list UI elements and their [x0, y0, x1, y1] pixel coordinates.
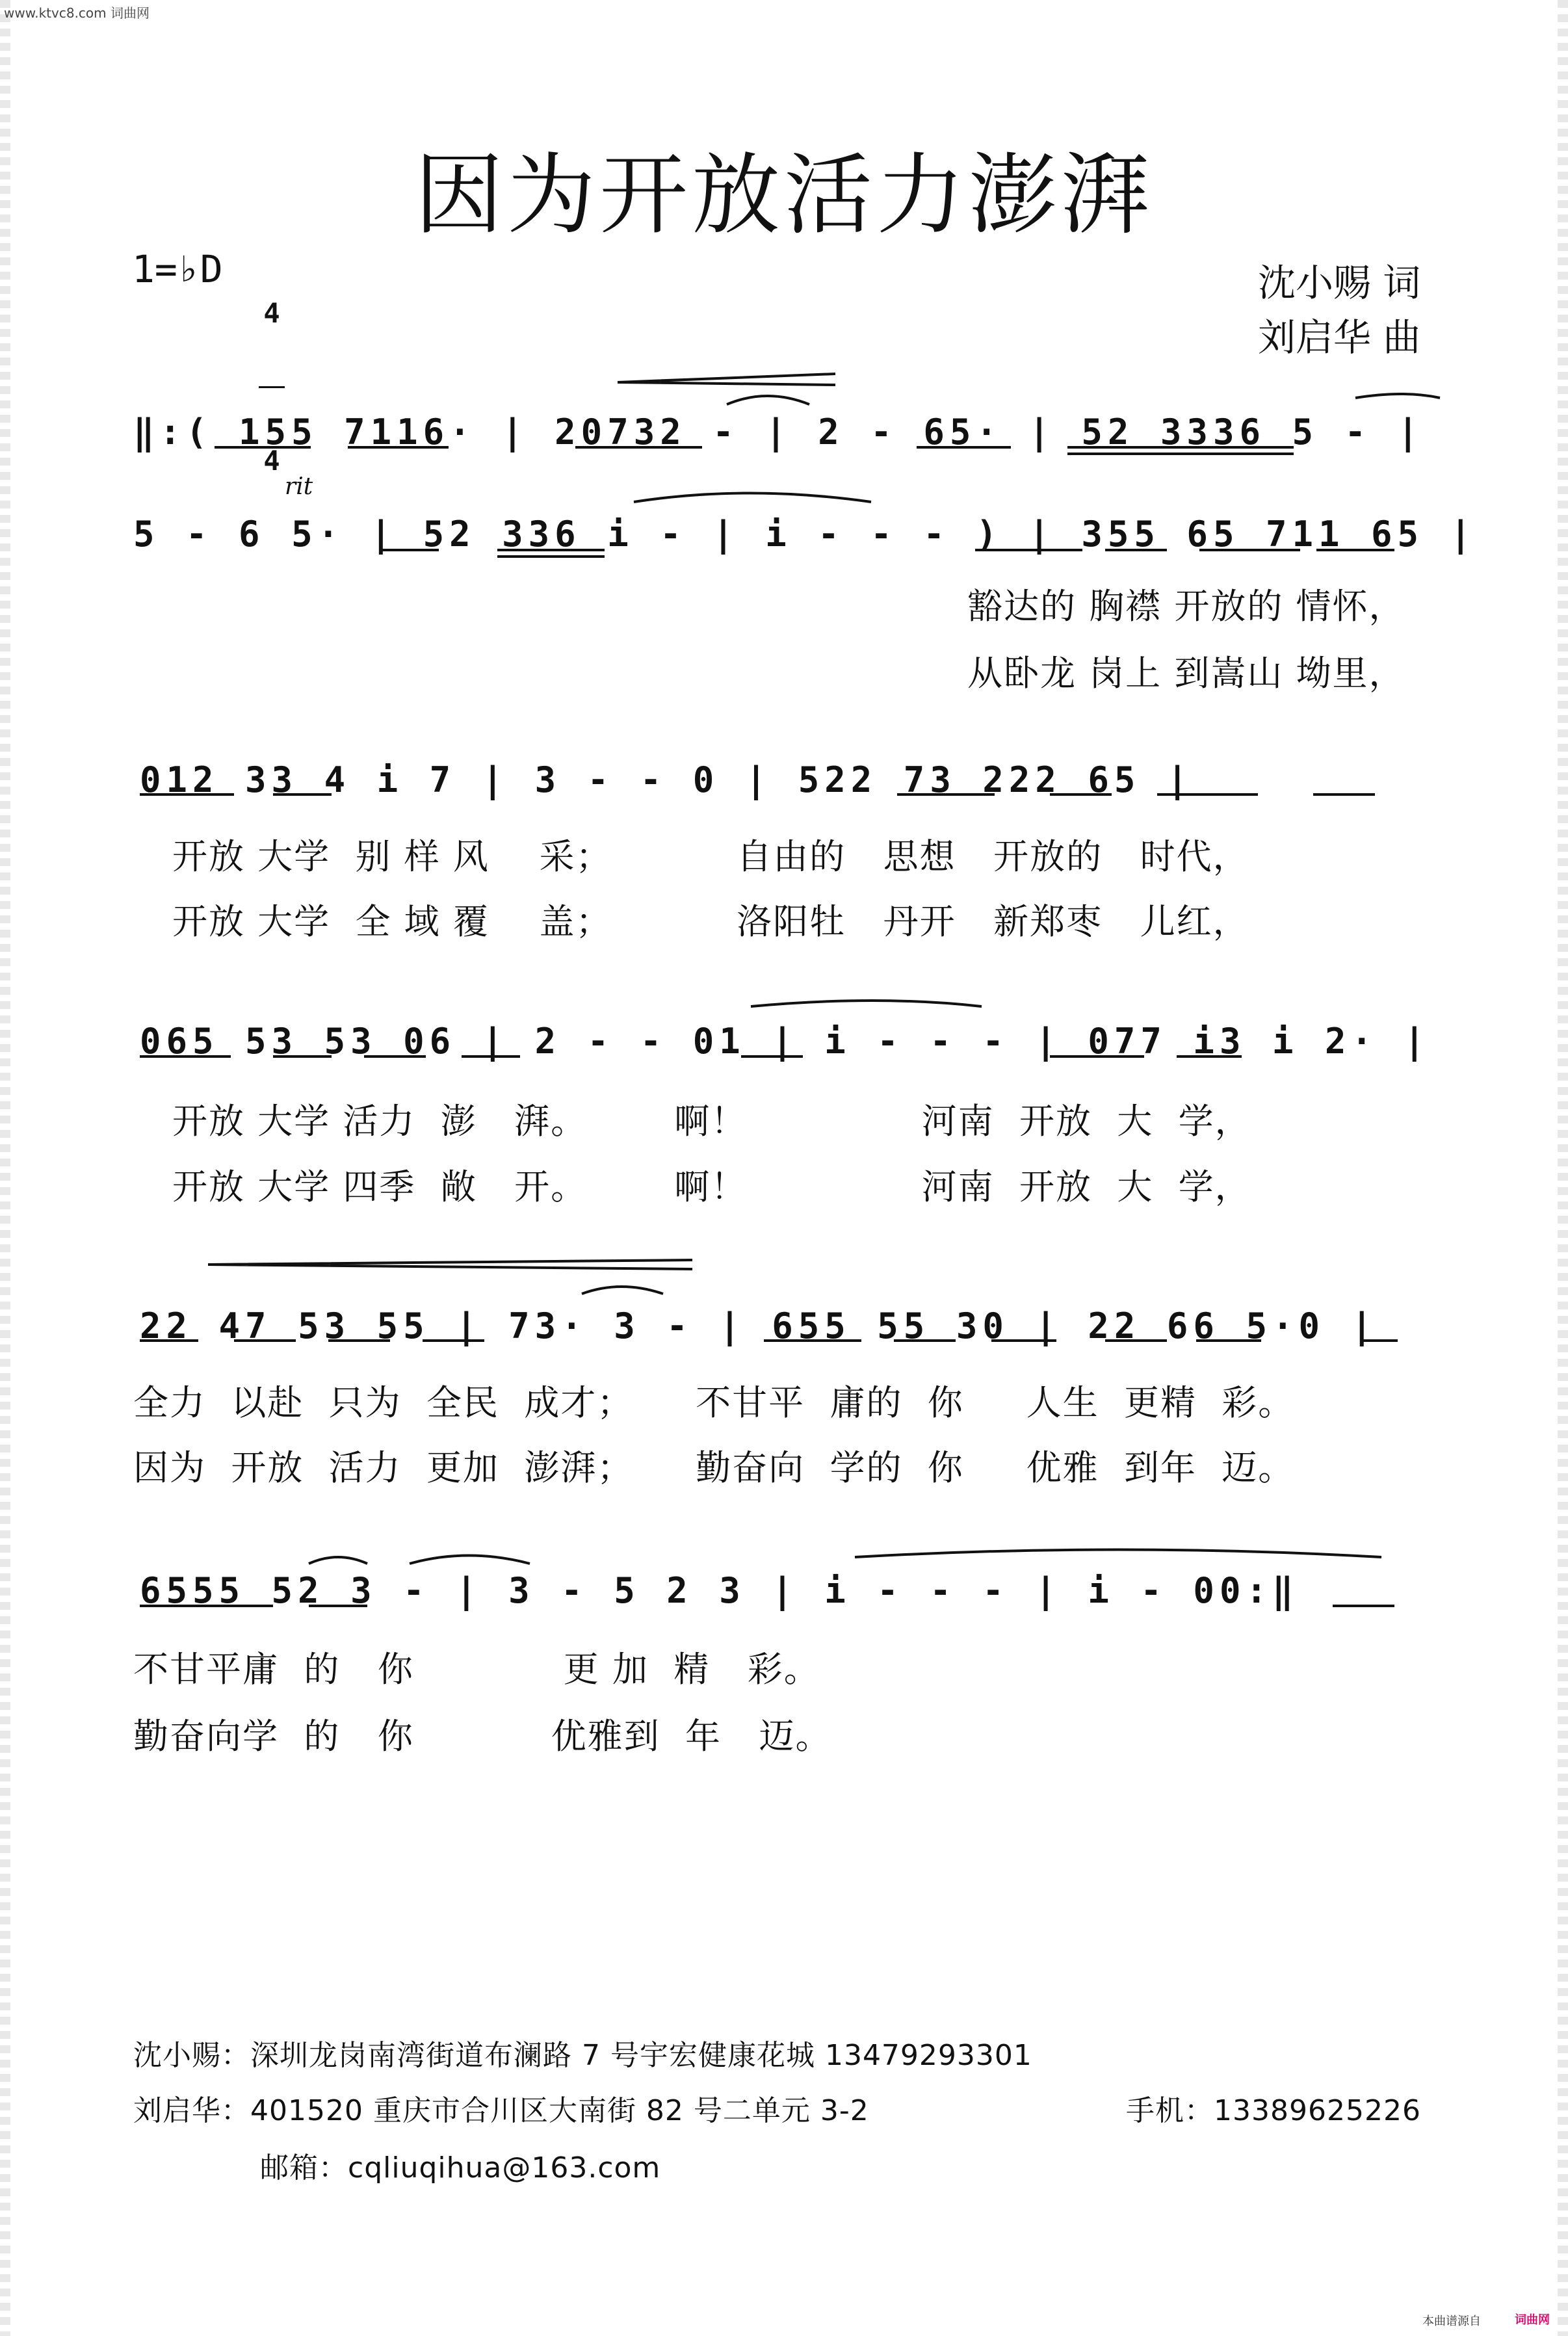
footer-composer-phone: 手机：13389625226: [1126, 2094, 1421, 2127]
crescendo: [208, 1260, 692, 1269]
lyric-row-4-verse-1: 开放 大学 活力 澎 湃。 啊！ 河南 开放 大 学，: [172, 1101, 1251, 1142]
slur: [410, 1556, 530, 1564]
lyric-row-6-verse-2: 勤奋向学 的 你 优雅到 年 迈。: [133, 1716, 832, 1757]
time-signature-top: 4: [263, 297, 280, 329]
slur: [727, 396, 809, 404]
footer-composer-email: 邮箱：cqliuqihua@163.com: [260, 2151, 661, 2185]
lyric-row-6-verse-1: 不甘平庸 的 你 更 加 精 彩。: [133, 1649, 820, 1690]
footer-lyricist-address: 沈小赐：深圳龙岗南湾街道布澜路 7 号宇宏健康花城 13479293301: [133, 2039, 1032, 2072]
composer-credit: 刘启华 曲: [1258, 315, 1421, 360]
lyric-row-2-verse-1: 豁达的 胸襟 开放的 情怀，: [967, 586, 1405, 627]
lyricist-credit: 沈小赐 词: [1258, 261, 1421, 305]
lyric-row-5-verse-1: 全力 以赴 只为 全民 成才； 不甘平 庸的 你 人生 更精 彩。: [133, 1382, 1295, 1423]
lyric-row-3-verse-1: 开放 大学 别 样 风 采； 自由的 思想 开放的 时代，: [172, 836, 1249, 877]
score-row-1: ‖:( 155 7116· | 20732 - | 2 - 65· | 52 3336 5 - |: [133, 412, 1424, 453]
time-signature-bottom: 4: [263, 445, 280, 477]
rit-marking: rit: [285, 473, 313, 500]
slur: [1355, 394, 1440, 398]
site-tag: www.ktvc8.com 词曲网: [4, 5, 150, 21]
crescendo: [618, 374, 835, 385]
lyric-row-3-verse-2: 开放 大学 全 域 覆 盖； 洛阳牡 丹开 新郑枣 儿红，: [172, 901, 1249, 942]
lyric-row-5-verse-2: 因为 开放 活力 更加 澎湃； 勤奋向 学的 你 优雅 到年 迈。: [133, 1447, 1295, 1488]
score-row-5: 22 47 53 55 | 73· 3 - | 655 55 30 | 22 66 5·0 |: [140, 1306, 1378, 1346]
score-row-2: 5 - 6 5· | 52 336 i - | i - - - ) | 355 65 711 65 |: [133, 514, 1477, 555]
slur: [309, 1557, 367, 1564]
score-row-6: 6555 52 3 - | 3 - 5 2 3 | i - - - | i - 00:‖: [140, 1570, 1299, 1611]
watermark-source: 本曲谱源自: [1422, 2315, 1481, 2328]
lyric-row-2-verse-2: 从卧龙 岗上 到嵩山 坳里，: [967, 653, 1405, 694]
lyric-row-4-verse-2: 开放 大学 四季 敞 开。 啊！ 河南 开放 大 学，: [172, 1166, 1251, 1207]
watermark-site: 词曲网: [1515, 2313, 1550, 2327]
score-row-4: 065 53 53 06 | 2 - - 01 | i - - - | 077 i3 i 2· |: [140, 1021, 1431, 1062]
slur: [582, 1287, 663, 1294]
page-title: 因为开放活力澎湃: [415, 144, 1153, 247]
footer-composer-address: 刘启华：401520 重庆市合川区大南街 82 号二单元 3-2: [133, 2094, 869, 2127]
key-signature: 1=♭D: [132, 247, 223, 291]
slur: [634, 493, 871, 503]
slur: [751, 1001, 982, 1006]
slur: [855, 1550, 1381, 1558]
score-row-3: 012 33 4 i 7 | 3 - - 0 | 522 73 222 65 |: [140, 759, 1194, 800]
